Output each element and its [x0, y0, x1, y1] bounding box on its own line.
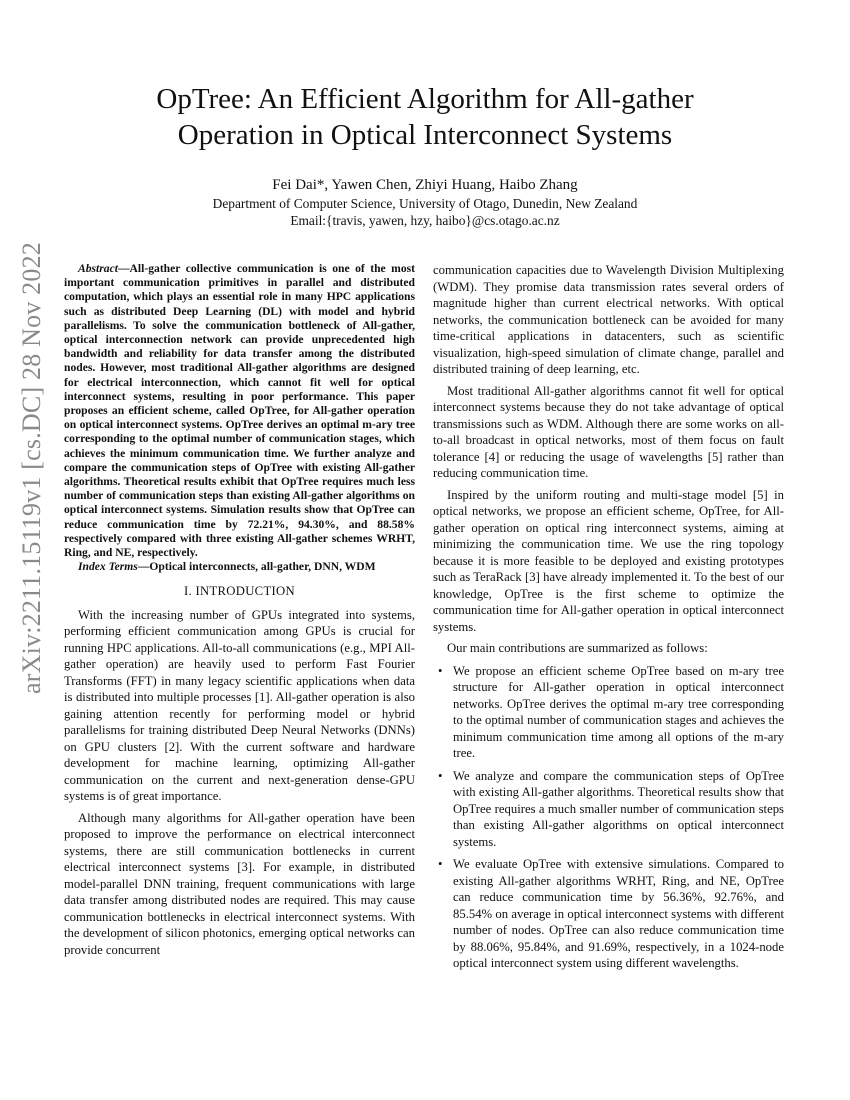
right-column [433, 262, 784, 978]
title-line-1: OpTree: An Efficient Algorithm for All-gather [156, 83, 694, 115]
contribution-item-1: • We propose an efficient scheme OpTree based on m-ary tree structure for All-gather operation in optical interconnect networks. OpTree derives the optimal m-ary tree corresponding to the optimal number of communication stages and achieves the minimum communication time among all options of the m-ary tree. [433, 663, 784, 762]
arxiv-sidebar [12, 242, 52, 694]
contribution-item-3: • We evaluate OpTree with extensive simulations. Compared to existing All-gather algorithms WRHT, Ring, and NE, OpTree can reduce communication time by 56.36%, 92.76%, and 85.54% on average in optical interconnect systems with different number of nodes. OpTree can also reduce communication time by 88.06%, 95.84%, and 91.69%, respectively, in a 1024-node optical interconnect system using different wavelengths. [433, 856, 784, 972]
section-heading: I. INTRODUCTION [184, 584, 295, 599]
title-line-2: Operation in Optical Interconnect Systems [177, 119, 673, 151]
index-terms-label: Index Terms [78, 560, 138, 574]
right-paragraph-1: communication capacities due to Wavelength Division Multiplexing (WDM). They promise data transmission rates several orders of magnitude higher than current electrical networks. With optical networks, the communication bottleneck can be avoided for many time-critical applications in datacenters, such as scientific visualization, high-speed simulation of climate change, parallel and distributed training of deep learning, etc. [433, 263, 784, 376]
index-terms [64, 560, 415, 574]
abstract [64, 262, 415, 560]
paper-title [90, 81, 760, 153]
intro-paragraph-2: Although many algorithms for All-gather operation have been proposed to improve the performance on electrical interconnect systems, there are still communication bottlenecks in current electrical interconnect systems [3]. For example, in distributed model-parallel DNN training, frequent communications with large data transfer among distributed nodes are required. This may cause communication bottlenecks in electrical interconnect systems. With the development of silicon photonics, emerging optical networks can provide concurrent [64, 810, 415, 957]
right-paragraph-2: Most traditional All-gather algorithms cannot fit well for optical interconnect systems because they do not take advantage of optical transmissions such as WDM. Although there are some works on all-to-all broadcast in optical networks, most of them focus on fault tolerance [4] or reducing the usage of wavelengths [5] rather than reducing communication time. [433, 383, 784, 480]
contribution-item-2: • We analyze and compare the communication steps of OpTree with existing All-gather algorithms. Theoretical results show that OpTree requires a much smaller number of communication steps than existing All-gather algorithms on optical interconnect systems. [433, 768, 784, 851]
contributions-list [433, 663, 784, 972]
arxiv-identifier: arXiv:2211.15119v1 [cs.DC] 28 Nov 2022 [17, 242, 46, 694]
contributions-intro: Our main contributions are summarized as follows: [447, 641, 708, 655]
left-column [64, 262, 415, 958]
email: Email:{travis, yawen, hzy, haibo}@cs.otago.ac.nz [290, 213, 560, 228]
authors: Fei Dai*, Yawen Chen, Zhiyi Huang, Haibo Zhang [272, 177, 578, 193]
index-terms-text: —Optical interconnects, all-gather, DNN, WDM [137, 560, 376, 574]
abstract-text: —All-gather collective communication is one of the most important communication primitives in parallel and distributed computation, which plays an essential role in many HPC applications such as distributed Deep Learning (DL) with model and hybrid parallelisms. To solve the communication bottleneck of All-gather, optical interconnection network can provide unprecedented high bandwidth and reliability for data transfer among the distributed nodes. However, most traditional All-gather algorithms are designed for electrical interconnection, which cannot fit well for optical interconnect systems, resulting in poor performance. This paper proposes an efficient scheme, called OpTree, for All-gather operation on optical interconnect systems. OpTree derives an optimal m-ary tree corresponding to the optimal number of communication stages, which achieves the minimum communication time. We further analyze and compare the communication steps of OpTree with existing All-gather algorithms. Theoretical results exhibit that OpTree requires much less number of communication steps than existing All-gather algorithms on optical interconnect systems. Simulation results show that OpTree can reduce communication time by 72.21%, 94.30%, and 88.58% respectively compared with three existing All-gather schemes WRHT, Ring, and NE, respectively. [64, 262, 415, 560]
right-paragraph-3: Inspired by the uniform routing and multi-stage model [5] in optical networks, we propose an efficient scheme, OpTree, for All-gather operation on optical ring interconnect systems, aiming at minimizing the communication time. We use the ring topology because it is more feasible to be deployed and existing prototypes such as TeraRack [3] have already implemented it. To the best of our knowledge, OpTree is the first scheme to optimize the communication time for All-gather operation in optical interconnect systems. [433, 487, 784, 634]
affiliation: Department of Computer Science, University of Otago, Dunedin, New Zealand [212, 196, 638, 211]
intro-paragraph-1: With the increasing number of GPUs integrated into systems, performing efficient communication among GPUs is crucial for running HPC applications. All-to-all communications (e.g., MPI All-gather operation) are heavily used to perform Fast Fourier Transforms (FFT) in many legacy scientific applications when data is distributed into multiple processes [1]. All-gather operation is also gaining attention recently for performing model or hybrid parallelisms for training distributed Deep Neural Networks (DNNs) on GPU clusters [2]. With the current software and hardware development for machine learning, optimizing All-gather communication on the current and next-generation dense-GPU systems is of great importance. [64, 607, 415, 804]
abstract-label: Abstract [78, 262, 118, 275]
